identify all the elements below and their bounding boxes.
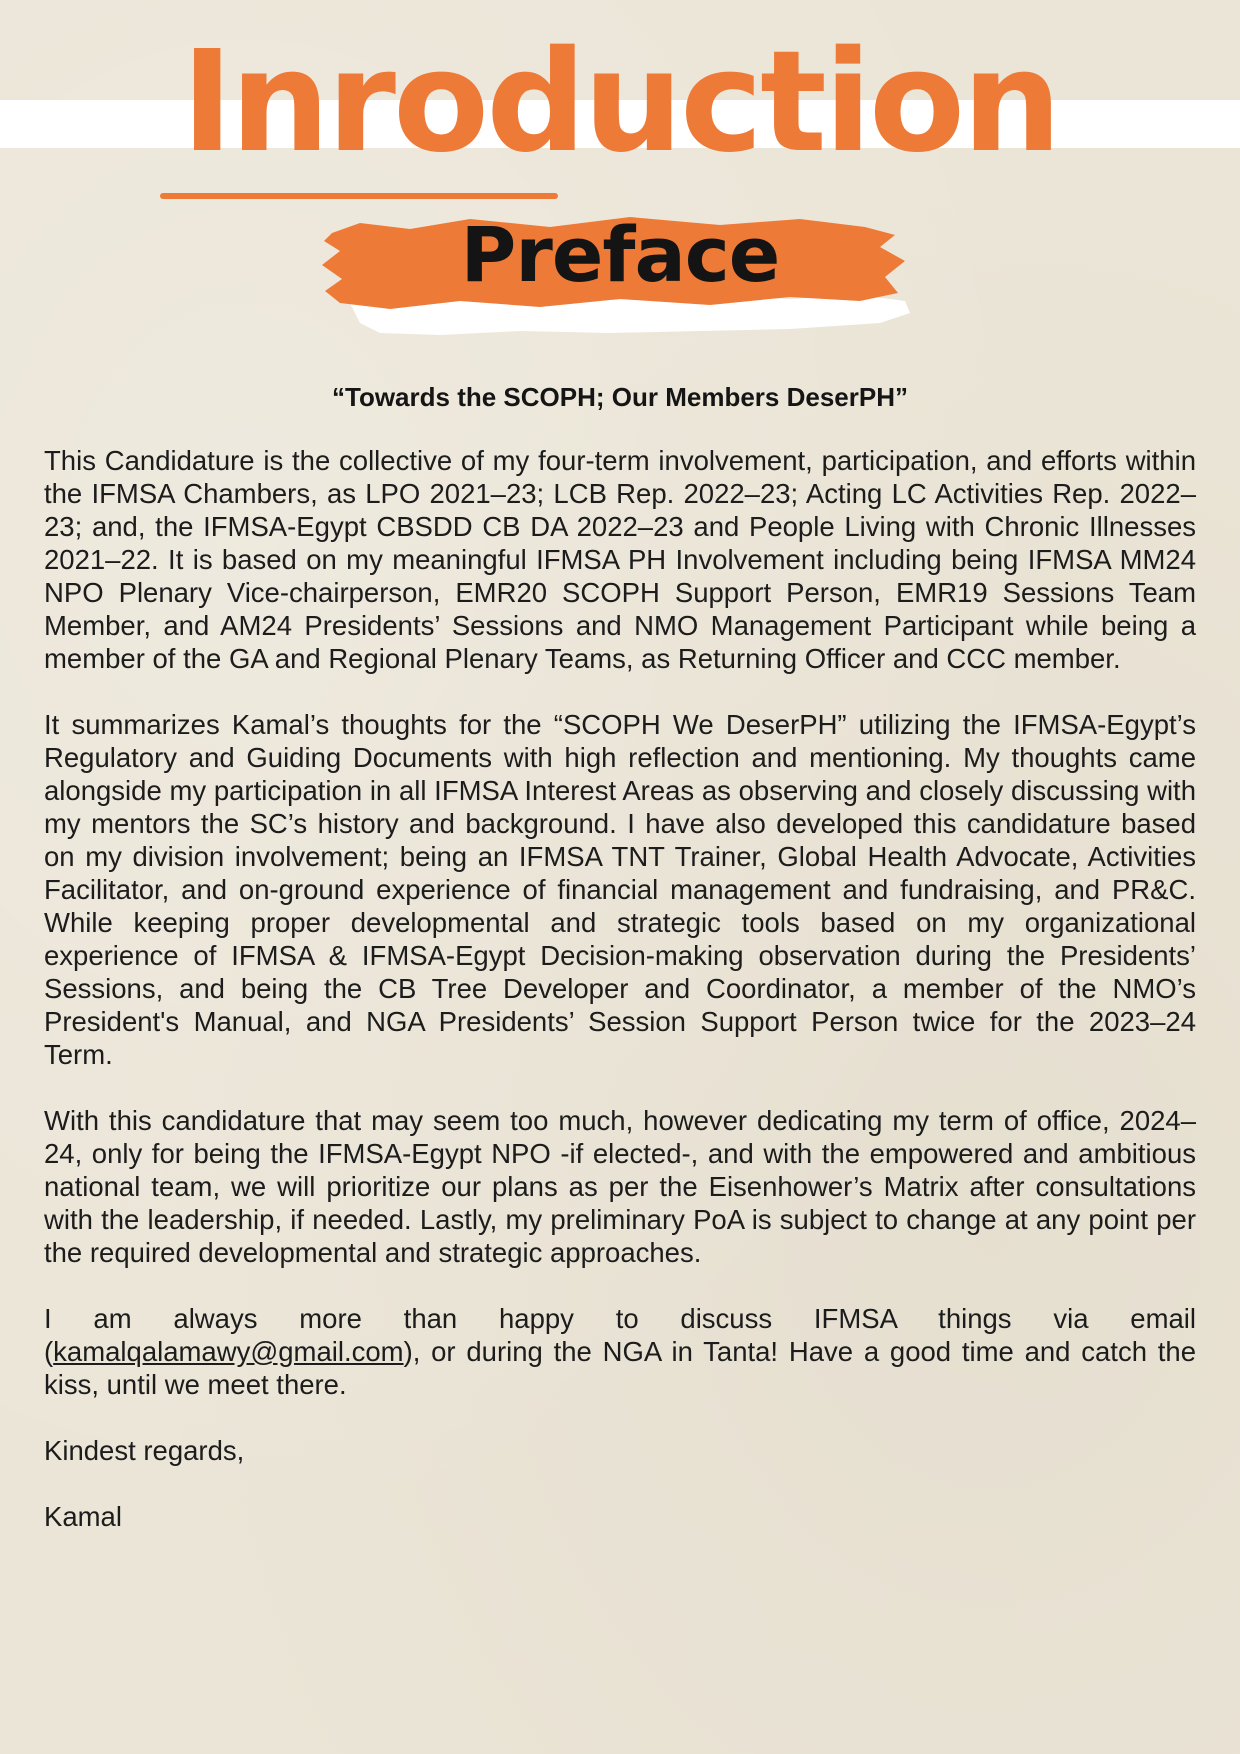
email-link[interactable]: kamalqalamawy@gmail.com xyxy=(53,1336,404,1367)
paragraph-2: It summarizes Kamal’s thoughts for the “SCOPH We DeserPH” utilizing the IFMSA-Egypt’s Regulatory and Guiding Documents with high reflection and mentioning. My thoughts came alongside my participation in all IFMSA Interest Areas as observing and closely discussing with my mentors the SC’s history and background. I have also developed this candidature based on my division involvement; being an IFMSA TNT Trainer, Global Health Advocate, Activities Facilitator, and on-ground experience of financial management and fundraising, and PR&C. While keeping proper developmental and strategic tools based on my organizational experience of IFMSA & IFMSA-Egypt Decision-making observation during the Presidents’ Sessions, and being the CB Tree Developer and Coordinator, a member of the NMO’s President's Manual, and NGA Presidents’ Session Support Person twice for the 2023–24 Term. xyxy=(44,709,1196,1070)
paragraph-4 xyxy=(44,1302,1196,1401)
page-title: Inroduction xyxy=(181,21,1059,184)
title-underline xyxy=(160,193,558,199)
paragraph-1: This Candidature is the collective of my four-term involvement, participation, and efforts within the IFMSA Chambers, as LPO 2021–23; LCB Rep. 2022–23; Acting LC Activities Rep. 2022–23; and, the IFMSA-Egypt CBSDD CB DA 2022–23 and People Living with Chronic Illnesses 2021–22. It is based on my meaningful IFMSA PH Involvement including being IFMSA MM24 NPO Plenary Vice-chairperson, EMR20 SCOPH Support Person, EMR19 Sessions Team Member, and AM24 Presidents’ Sessions and NMO Management Participant while being a member of the GA and Regional Plenary Teams, as Returning Officer and CCC member. xyxy=(44,445,1196,674)
closing-regards: Kindest regards, xyxy=(44,1435,245,1466)
closing-name: Kamal xyxy=(44,1501,122,1532)
section-subtitle: Preface xyxy=(460,210,780,299)
tagline: “Towards the SCOPH; Our Members DeserPH” xyxy=(332,382,908,412)
paragraph-4-start: I am always more than happy to discuss IFMSA things via email ( xyxy=(44,1303,1196,1367)
body-text xyxy=(44,444,1196,1566)
paragraph-4-end: ), or during the NGA in Tanta! Have a good time and catch the kiss, until we meet there. xyxy=(44,1336,1196,1400)
paragraph-3: With this candidature that may seem too much, however dedicating my term of office, 2024–24, only for being the IFMSA-Egypt NPO -if elected-, and with the empowered and ambitious national team, we will prioritize our plans as per the Eisenhower’s Matrix after consultations with the leadership, if needed. Lastly, my preliminary PoA is subject to change at any point per the required developmental and strategic approaches. xyxy=(44,1105,1196,1268)
